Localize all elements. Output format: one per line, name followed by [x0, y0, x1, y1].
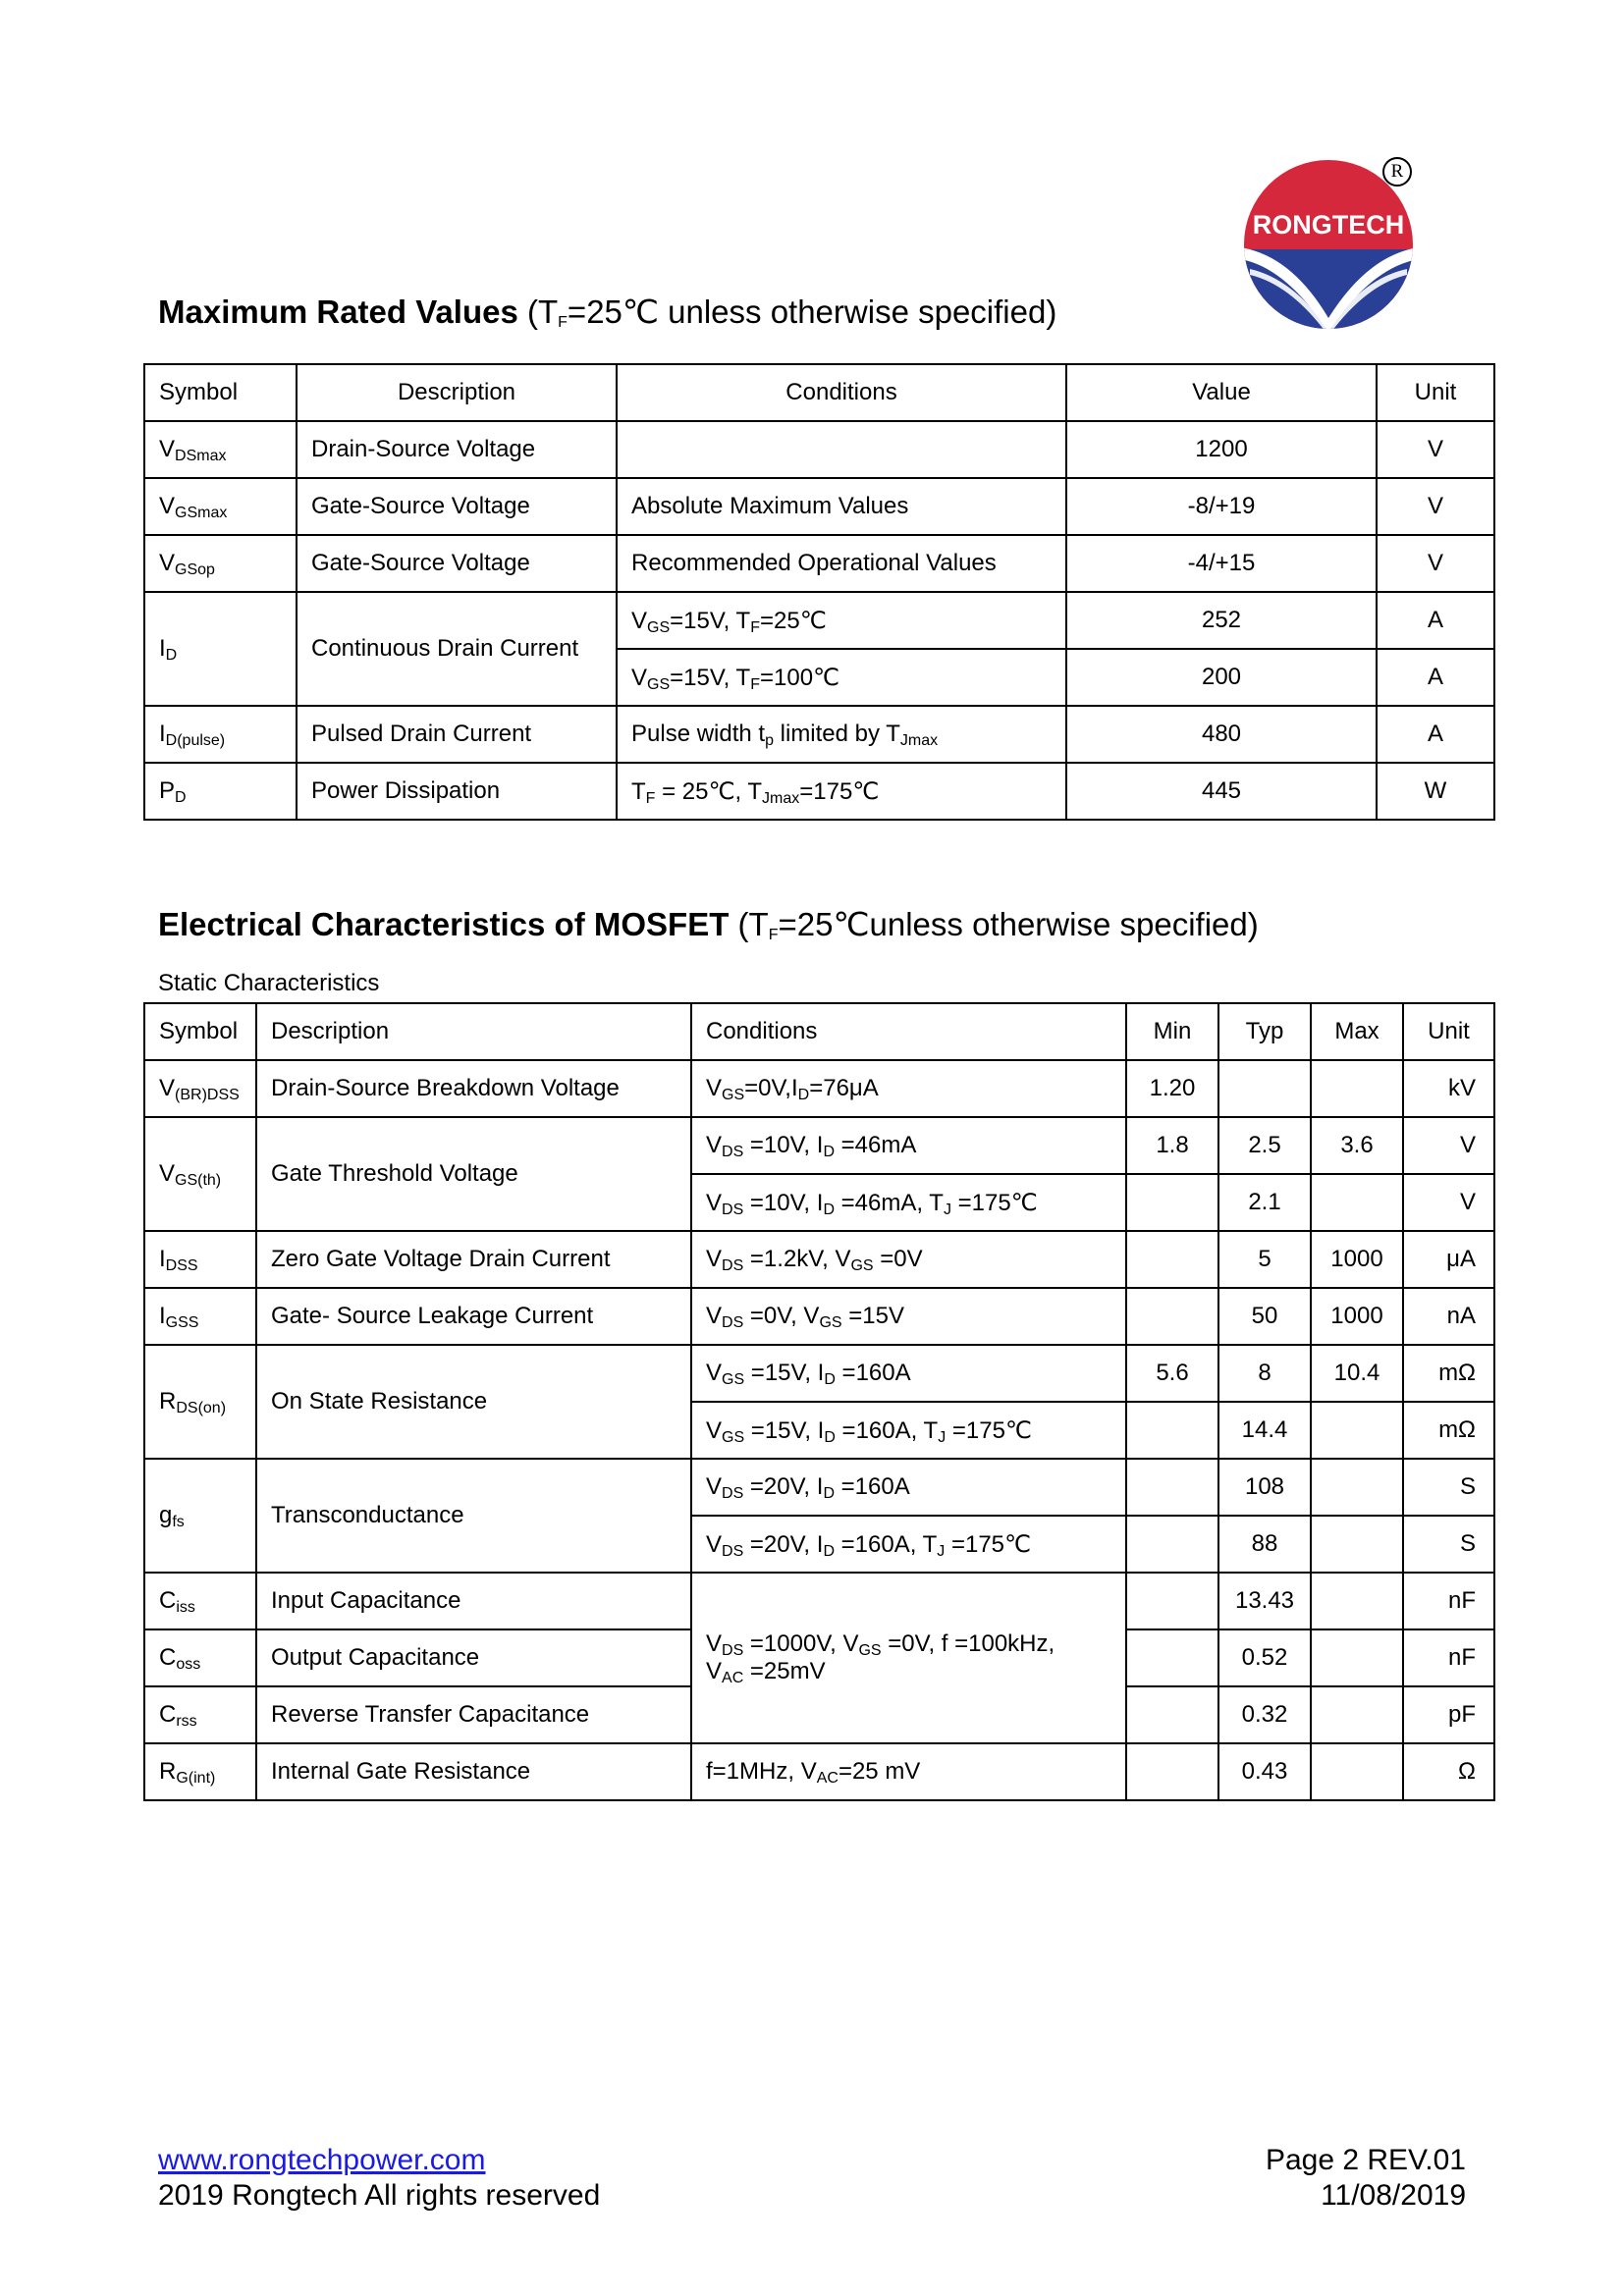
- typ-cell: 8: [1218, 1345, 1311, 1402]
- description-cell: Zero Gate Voltage Drain Current: [256, 1231, 691, 1288]
- copyright-text: 2019 Rongtech All rights reserved: [158, 2179, 601, 2212]
- unit-cell: Ω: [1403, 1743, 1494, 1800]
- description-cell: Drain-Source Breakdown Voltage: [256, 1060, 691, 1117]
- description-cell: Power Dissipation: [297, 763, 617, 820]
- header-typ: Typ: [1218, 1003, 1311, 1060]
- unit-cell: W: [1377, 763, 1494, 820]
- typ-cell: 0.32: [1218, 1686, 1311, 1743]
- description-cell: Input Capacitance: [256, 1573, 691, 1629]
- conditions-cell: $V_{DS} =10V$, $I_D =46mA$, $T_J$ =175℃: [691, 1174, 1126, 1231]
- max-cell: 1000: [1311, 1288, 1403, 1345]
- max-cell: 3.6: [1311, 1117, 1403, 1174]
- section-title-max-rated: Maximum Rated Values ($T_F=25℃$ unless otherwise specified): [158, 294, 1057, 331]
- header-symbol: Symbol: [144, 364, 297, 421]
- header-description: Description: [256, 1003, 691, 1060]
- typ-cell: 5: [1218, 1231, 1311, 1288]
- conditions-cell: $V_{DS} =0V$, $V_{GS} =15V$: [691, 1288, 1126, 1345]
- symbol-cell: $I_{DSS}$: [144, 1231, 256, 1288]
- header-value: Value: [1066, 364, 1377, 421]
- symbol-cell: $I_D$: [144, 592, 297, 706]
- description-cell: Drain-Source Voltage: [297, 421, 617, 478]
- typ-cell: [1218, 1060, 1311, 1117]
- min-cell: [1126, 1459, 1218, 1516]
- description-cell: Reverse Transfer Capacitance: [256, 1686, 691, 1743]
- unit-cell: pF: [1403, 1686, 1494, 1743]
- typ-cell: 88: [1218, 1516, 1311, 1573]
- value-cell: 252: [1066, 592, 1377, 649]
- section-title-electrical: Electrical Characteristics of MOSFET ($T_F=25℃unless$ otherwise specified): [158, 906, 1259, 943]
- description-cell: Pulsed Drain Current: [297, 706, 617, 763]
- unit-cell: S: [1403, 1459, 1494, 1516]
- unit-cell: A: [1377, 592, 1494, 649]
- table-row: [144, 1345, 1494, 1402]
- value-cell: 200: [1066, 649, 1377, 706]
- symbol-cell: $V_{GSmax}$: [144, 478, 297, 535]
- typ-cell: 108: [1218, 1459, 1311, 1516]
- unit-cell: mΩ: [1403, 1402, 1494, 1459]
- unit-cell: mΩ: [1403, 1345, 1494, 1402]
- header-conditions: Conditions: [691, 1003, 1126, 1060]
- conditions-cell: $T_F$ = 25℃, $T_{Jmax}=175℃$: [617, 763, 1066, 820]
- website-link[interactable]: www.rongtechpower.com: [158, 2144, 486, 2176]
- description-cell: Gate-Source Voltage: [297, 535, 617, 592]
- typ-cell: 0.52: [1218, 1629, 1311, 1686]
- unit-cell: V: [1377, 535, 1494, 592]
- min-cell: [1126, 1174, 1218, 1231]
- max-cell: [1311, 1629, 1403, 1686]
- description-cell: Transconductance: [256, 1459, 691, 1573]
- table-row: [144, 592, 1494, 649]
- unit-cell: V: [1377, 421, 1494, 478]
- symbol-cell: $V_{GSop}$: [144, 535, 297, 592]
- footer-right: [1266, 2143, 1466, 2214]
- description-cell: Continuous Drain Current: [297, 592, 617, 706]
- table-row: [144, 1060, 1494, 1117]
- min-cell: 1.20: [1126, 1060, 1218, 1117]
- header-description: Description: [297, 364, 617, 421]
- max-cell: [1311, 1743, 1403, 1800]
- min-cell: [1126, 1629, 1218, 1686]
- conditions-cell: Absolute Maximum Values: [617, 478, 1066, 535]
- value-cell: -4/+15: [1066, 535, 1377, 592]
- unit-cell: S: [1403, 1516, 1494, 1573]
- symbol-cell: $I_{GSS}$: [144, 1288, 256, 1345]
- table-header-row: [144, 364, 1494, 421]
- value-cell: -8/+19: [1066, 478, 1377, 535]
- description-cell: Gate Threshold Voltage: [256, 1117, 691, 1231]
- max-rated-values-table: [143, 363, 1495, 821]
- value-cell: 480: [1066, 706, 1377, 763]
- table-row: [144, 706, 1494, 763]
- conditions-cell: $V_{DS} =1.2kV$, $V_{GS} =0V$: [691, 1231, 1126, 1288]
- min-cell: 1.8: [1126, 1117, 1218, 1174]
- conditions-cell: $V_{GS} =15V$, $I_D =160A$, $T_J$ =175℃: [691, 1402, 1126, 1459]
- table-row: [144, 1573, 1494, 1629]
- min-cell: [1126, 1686, 1218, 1743]
- page-number: Page 2 REV.01: [1265, 2144, 1466, 2176]
- static-characteristics-label: Static Characteristics: [158, 970, 380, 996]
- max-cell: 10.4: [1311, 1345, 1403, 1402]
- symbol-cell: $P_D$: [144, 763, 297, 820]
- conditions-cell: $V_{DS} =1000V$, $V_{GS} =0V$, f =100kHz, $V_{AC} =25mV$: [691, 1573, 1126, 1743]
- unit-cell: μA: [1403, 1231, 1494, 1288]
- min-cell: [1126, 1516, 1218, 1573]
- footer-left: [158, 2143, 600, 2214]
- typ-cell: 50: [1218, 1288, 1311, 1345]
- conditions-cell: $V_{DS} =10V$, $I_D =46mA$: [691, 1117, 1126, 1174]
- unit-cell: V: [1403, 1117, 1494, 1174]
- typ-cell: 0.43: [1218, 1743, 1311, 1800]
- table-row: [144, 478, 1494, 535]
- conditions-cell: Recommended Operational Values: [617, 535, 1066, 592]
- symbol-cell: $R_{G(int)}$: [144, 1743, 256, 1800]
- conditions-cell: [617, 421, 1066, 478]
- description-cell: Gate- Source Leakage Current: [256, 1288, 691, 1345]
- max-cell: [1311, 1459, 1403, 1516]
- conditions-cell: $V_{DS} =20V$, $I_D =160A$: [691, 1459, 1126, 1516]
- description-cell: Internal Gate Resistance: [256, 1743, 691, 1800]
- header-symbol: Symbol: [144, 1003, 256, 1060]
- min-cell: [1126, 1402, 1218, 1459]
- conditions-cell: $V_{DS} =20V$, $I_D =160A$, $T_J$ =175℃: [691, 1516, 1126, 1573]
- max-cell: 1000: [1311, 1231, 1403, 1288]
- description-cell: On State Resistance: [256, 1345, 691, 1459]
- symbol-cell: $g_{fs}$: [144, 1459, 256, 1573]
- revision-date: 11/08/2019: [1321, 2179, 1466, 2212]
- conditions-cell: $V_{GS}=15V$, $T_F=25℃$: [617, 592, 1066, 649]
- max-cell: [1311, 1174, 1403, 1231]
- description-cell: Output Capacitance: [256, 1629, 691, 1686]
- header-unit: Unit: [1377, 364, 1494, 421]
- description-cell: Gate-Source Voltage: [297, 478, 617, 535]
- symbol-cell: $C_{rss}$: [144, 1686, 256, 1743]
- conditions-cell: Pulse width $t_p$ limited by $T_{Jmax}$: [617, 706, 1066, 763]
- symbol-cell: $C_{iss}$: [144, 1573, 256, 1629]
- symbol-cell: $R_{DS(on)}$: [144, 1345, 256, 1459]
- conditions-cell: $V_{GS}=15V$, $T_F=100℃$: [617, 649, 1066, 706]
- table-row: [144, 763, 1494, 820]
- conditions-cell: f=1MHz, $V_{AC}=25$ mV: [691, 1743, 1126, 1800]
- unit-cell: V: [1377, 478, 1494, 535]
- table-row: [144, 1288, 1494, 1345]
- max-cell: [1311, 1402, 1403, 1459]
- table-row: [144, 1459, 1494, 1516]
- max-cell: [1311, 1686, 1403, 1743]
- header-unit: Unit: [1403, 1003, 1494, 1060]
- unit-cell: nF: [1403, 1573, 1494, 1629]
- logo-text: RONGTECH: [1252, 210, 1405, 240]
- min-cell: [1126, 1573, 1218, 1629]
- min-cell: [1126, 1743, 1218, 1800]
- symbol-cell: $V_{DSmax}$: [144, 421, 297, 478]
- header-max: Max: [1311, 1003, 1403, 1060]
- typ-cell: 14.4: [1218, 1402, 1311, 1459]
- table-row: [144, 421, 1494, 478]
- unit-cell: A: [1377, 706, 1494, 763]
- min-cell: 5.6: [1126, 1345, 1218, 1402]
- table-row: [144, 1743, 1494, 1800]
- unit-cell: nA: [1403, 1288, 1494, 1345]
- header-conditions: Conditions: [617, 364, 1066, 421]
- max-cell: [1311, 1516, 1403, 1573]
- symbol-cell: $V_{(BR)DSS}$: [144, 1060, 256, 1117]
- symbol-cell: $C_{oss}$: [144, 1629, 256, 1686]
- registered-mark: R: [1382, 157, 1412, 187]
- table-row: [144, 535, 1494, 592]
- header-min: Min: [1126, 1003, 1218, 1060]
- value-cell: 1200: [1066, 421, 1377, 478]
- typ-cell: 13.43: [1218, 1573, 1311, 1629]
- unit-cell: A: [1377, 649, 1494, 706]
- conditions-cell: $V_{GS}=0V,I_D=76\mu A$: [691, 1060, 1126, 1117]
- unit-cell: V: [1403, 1174, 1494, 1231]
- conditions-cell: $V_{GS} =15V$, $I_D =160A$: [691, 1345, 1126, 1402]
- symbol-cell: $V_{GS(th)}$: [144, 1117, 256, 1231]
- table-row: [144, 1117, 1494, 1174]
- table-row: [144, 1231, 1494, 1288]
- unit-cell: kV: [1403, 1060, 1494, 1117]
- max-cell: [1311, 1060, 1403, 1117]
- min-cell: [1126, 1288, 1218, 1345]
- min-cell: [1126, 1231, 1218, 1288]
- typ-cell: 2.5: [1218, 1117, 1311, 1174]
- electrical-characteristics-table: [143, 1002, 1495, 1801]
- unit-cell: nF: [1403, 1629, 1494, 1686]
- symbol-cell: $I_{D(pulse)}$: [144, 706, 297, 763]
- max-cell: [1311, 1573, 1403, 1629]
- value-cell: 445: [1066, 763, 1377, 820]
- table-header-row: [144, 1003, 1494, 1060]
- typ-cell: 2.1: [1218, 1174, 1311, 1231]
